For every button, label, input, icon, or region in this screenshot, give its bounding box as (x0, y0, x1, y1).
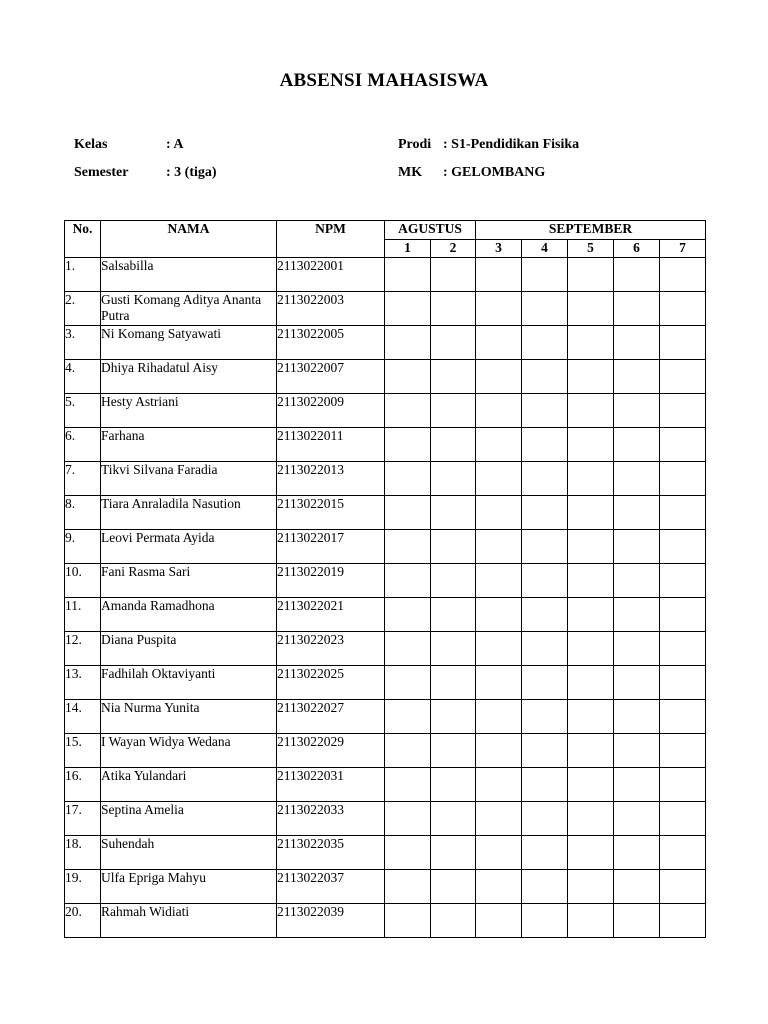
attendance-cell-day-6[interactable] (614, 462, 660, 496)
table-row (65, 462, 706, 496)
attendance-cell-day-3[interactable] (476, 292, 522, 326)
attendance-cell-day-3[interactable] (476, 496, 522, 530)
attendance-cell-day-7[interactable] (660, 258, 706, 292)
attendance-cell-day-4[interactable] (522, 394, 568, 428)
row-no: 20. (65, 904, 101, 938)
attendance-cell-day-4[interactable] (522, 802, 568, 836)
attendance-cell-day-3[interactable] (476, 258, 522, 292)
header-npm: NPM (277, 221, 385, 258)
attendance-cell-day-7[interactable] (660, 734, 706, 768)
row-npm: 2113022027 (277, 700, 385, 734)
row-nama: Fani Rasma Sari (101, 564, 277, 598)
attendance-cell-day-3[interactable] (476, 326, 522, 360)
attendance-cell-day-4[interactable] (522, 734, 568, 768)
attendance-cell-day-1[interactable] (385, 666, 431, 700)
row-npm: 2113022023 (277, 632, 385, 666)
attendance-cell-day-4[interactable] (522, 530, 568, 564)
row-nama: Dhiya Rihadatul Aisy (101, 360, 277, 394)
attendance-cell-day-2[interactable] (431, 870, 476, 904)
attendance-cell-day-6[interactable] (614, 836, 660, 870)
row-nama: Rahmah Widiati (101, 904, 277, 938)
attendance-cell-day-1[interactable] (385, 734, 431, 768)
header-month-september: SEPTEMBER (476, 221, 706, 240)
attendance-cell-day-3[interactable] (476, 700, 522, 734)
attendance-cell-day-3[interactable] (476, 802, 522, 836)
row-nama: Leovi Permata Ayida (101, 530, 277, 564)
header-nama: NAMA (101, 221, 277, 258)
table-row (65, 632, 706, 666)
attendance-cell-day-6[interactable] (614, 428, 660, 462)
attendance-cell-day-2[interactable] (431, 496, 476, 530)
row-no: 4. (65, 360, 101, 394)
attendance-cell-day-4[interactable] (522, 496, 568, 530)
attendance-cell-day-5[interactable] (568, 802, 614, 836)
attendance-table (64, 220, 706, 938)
attendance-cell-day-2[interactable] (431, 598, 476, 632)
row-nama: Hesty Astriani (101, 394, 277, 428)
row-npm: 2113022025 (277, 666, 385, 700)
attendance-cell-day-6[interactable] (614, 292, 660, 326)
attendance-cell-day-5[interactable] (568, 904, 614, 938)
attendance-cell-day-2[interactable] (431, 564, 476, 598)
row-nama: Salsabilla (101, 258, 277, 292)
header-no: No. (65, 221, 101, 258)
table-row (65, 496, 706, 530)
attendance-cell-day-4[interactable] (522, 700, 568, 734)
row-nama: Nia Nurma Yunita (101, 700, 277, 734)
attendance-cell-day-7[interactable] (660, 326, 706, 360)
attendance-cell-day-3[interactable] (476, 836, 522, 870)
attendance-cell-day-4[interactable] (522, 768, 568, 802)
row-nama: Tiara Anraladila Nasution (101, 496, 277, 530)
attendance-cell-day-3[interactable] (476, 870, 522, 904)
attendance-cell-day-2[interactable] (431, 768, 476, 802)
attendance-cell-day-2[interactable] (431, 360, 476, 394)
header-day-3: 3 (476, 240, 522, 258)
attendance-cell-day-7[interactable] (660, 666, 706, 700)
attendance-cell-day-2[interactable] (431, 802, 476, 836)
table-row (65, 530, 706, 564)
table-row (65, 394, 706, 428)
attendance-cell-day-7[interactable] (660, 496, 706, 530)
attendance-cell-day-1[interactable] (385, 360, 431, 394)
attendance-cell-day-7[interactable] (660, 360, 706, 394)
row-npm: 2113022015 (277, 496, 385, 530)
attendance-cell-day-7[interactable] (660, 564, 706, 598)
row-nama: Fadhilah Oktaviyanti (101, 666, 277, 700)
attendance-cell-day-2[interactable] (431, 292, 476, 326)
attendance-cell-day-3[interactable] (476, 530, 522, 564)
attendance-cell-day-4[interactable] (522, 598, 568, 632)
attendance-cell-day-3[interactable] (476, 394, 522, 428)
semester-value: : 3 (tiga) (166, 165, 217, 180)
attendance-cell-day-4[interactable] (522, 360, 568, 394)
row-nama: Amanda Ramadhona (101, 598, 277, 632)
attendance-cell-day-4[interactable] (522, 836, 568, 870)
attendance-cell-day-2[interactable] (431, 258, 476, 292)
attendance-cell-day-2[interactable] (431, 428, 476, 462)
table-row (65, 700, 706, 734)
table-row (65, 292, 706, 326)
header-month-agustus: AGUSTUS (385, 221, 476, 240)
attendance-cell-day-5[interactable] (568, 564, 614, 598)
row-no: 8. (65, 496, 101, 530)
row-npm: 2113022009 (277, 394, 385, 428)
attendance-cell-day-5[interactable] (568, 734, 614, 768)
prodi-label: Prodi (398, 137, 432, 152)
row-npm: 2113022007 (277, 360, 385, 394)
attendance-cell-day-1[interactable] (385, 564, 431, 598)
attendance-cell-day-4[interactable] (522, 258, 568, 292)
row-nama: Septina Amelia (101, 802, 277, 836)
row-no: 14. (65, 700, 101, 734)
row-nama: Ni Komang Satyawati (101, 326, 277, 360)
row-npm: 2113022035 (277, 836, 385, 870)
attendance-cell-day-1[interactable] (385, 428, 431, 462)
attendance-cell-day-5[interactable] (568, 462, 614, 496)
row-npm: 2113022001 (277, 258, 385, 292)
kelas-label: Kelas (74, 137, 108, 152)
table-row (65, 904, 706, 938)
attendance-cell-day-5[interactable] (568, 360, 614, 394)
attendance-cell-day-6[interactable] (614, 632, 660, 666)
attendance-cell-day-2[interactable] (431, 394, 476, 428)
row-npm: 2113022019 (277, 564, 385, 598)
attendance-cell-day-5[interactable] (568, 598, 614, 632)
attendance-cell-day-2[interactable] (431, 326, 476, 360)
attendance-cell-day-1[interactable] (385, 904, 431, 938)
attendance-cell-day-7[interactable] (660, 462, 706, 496)
row-npm: 2113022005 (277, 326, 385, 360)
attendance-cell-day-5[interactable] (568, 496, 614, 530)
row-no: 5. (65, 394, 101, 428)
header-day-7: 7 (660, 240, 706, 258)
attendance-cell-day-2[interactable] (431, 666, 476, 700)
attendance-cell-day-3[interactable] (476, 768, 522, 802)
table-row (65, 666, 706, 700)
attendance-cell-day-2[interactable] (431, 462, 476, 496)
attendance-cell-day-5[interactable] (568, 394, 614, 428)
header-day-6: 6 (614, 240, 660, 258)
row-no: 7. (65, 462, 101, 496)
attendance-cell-day-3[interactable] (476, 428, 522, 462)
attendance-cell-day-3[interactable] (476, 632, 522, 666)
table-row (65, 360, 706, 394)
attendance-cell-day-4[interactable] (522, 462, 568, 496)
attendance-cell-day-4[interactable] (522, 326, 568, 360)
attendance-cell-day-7[interactable] (660, 700, 706, 734)
attendance-cell-day-2[interactable] (431, 836, 476, 870)
attendance-cell-day-1[interactable] (385, 496, 431, 530)
attendance-cell-day-4[interactable] (522, 632, 568, 666)
attendance-cell-day-6[interactable] (614, 530, 660, 564)
attendance-cell-day-1[interactable] (385, 394, 431, 428)
attendance-cell-day-7[interactable] (660, 530, 706, 564)
attendance-cell-day-7[interactable] (660, 802, 706, 836)
attendance-cell-day-5[interactable] (568, 292, 614, 326)
row-nama: Ulfa Epriga Mahyu (101, 870, 277, 904)
mk-value: : GELOMBANG (443, 165, 546, 180)
attendance-cell-day-3[interactable] (476, 666, 522, 700)
attendance-cell-day-1[interactable] (385, 632, 431, 666)
attendance-cell-day-6[interactable] (614, 598, 660, 632)
table-row (65, 836, 706, 870)
attendance-cell-day-3[interactable] (476, 360, 522, 394)
attendance-cell-day-5[interactable] (568, 836, 614, 870)
header-day-5: 5 (568, 240, 614, 258)
attendance-cell-day-1[interactable] (385, 258, 431, 292)
attendance-cell-day-1[interactable] (385, 530, 431, 564)
attendance-cell-day-5[interactable] (568, 870, 614, 904)
attendance-cell-day-7[interactable] (660, 292, 706, 326)
prodi-info (398, 137, 698, 157)
attendance-cell-day-3[interactable] (476, 904, 522, 938)
attendance-cell-day-5[interactable] (568, 530, 614, 564)
attendance-cell-day-1[interactable] (385, 326, 431, 360)
attendance-cell-day-1[interactable] (385, 598, 431, 632)
row-no: 9. (65, 530, 101, 564)
attendance-cell-day-6[interactable] (614, 904, 660, 938)
table-row (65, 258, 706, 292)
attendance-cell-day-4[interactable] (522, 564, 568, 598)
attendance-cell-day-4[interactable] (522, 666, 568, 700)
attendance-cell-day-7[interactable] (660, 768, 706, 802)
row-nama: Suhendah (101, 836, 277, 870)
row-nama: Diana Puspita (101, 632, 277, 666)
attendance-cell-day-2[interactable] (431, 734, 476, 768)
row-npm: 2113022037 (277, 870, 385, 904)
semester-label: Semester (74, 165, 129, 180)
row-npm: 2113022029 (277, 734, 385, 768)
attendance-cell-day-5[interactable] (568, 326, 614, 360)
attendance-cell-day-7[interactable] (660, 394, 706, 428)
attendance-cell-day-2[interactable] (431, 700, 476, 734)
row-npm: 2113022033 (277, 802, 385, 836)
row-no: 19. (65, 870, 101, 904)
attendance-cell-day-1[interactable] (385, 870, 431, 904)
row-no: 6. (65, 428, 101, 462)
attendance-cell-day-6[interactable] (614, 360, 660, 394)
attendance-cell-day-6[interactable] (614, 734, 660, 768)
table-row (65, 768, 706, 802)
attendance-cell-day-6[interactable] (614, 802, 660, 836)
row-npm: 2113022021 (277, 598, 385, 632)
attendance-cell-day-1[interactable] (385, 700, 431, 734)
attendance-cell-day-7[interactable] (660, 836, 706, 870)
mk-info (398, 165, 698, 185)
attendance-cell-day-6[interactable] (614, 258, 660, 292)
attendance-cell-day-7[interactable] (660, 870, 706, 904)
row-npm: 2113022003 (277, 292, 385, 326)
row-no: 18. (65, 836, 101, 870)
attendance-cell-day-1[interactable] (385, 836, 431, 870)
page-title: ABSENSI MAHASISWA (279, 70, 489, 91)
attendance-cell-day-5[interactable] (568, 632, 614, 666)
semester-info (74, 165, 374, 185)
row-nama: Farhana (101, 428, 277, 462)
table-row (65, 326, 706, 360)
row-no: 13. (65, 666, 101, 700)
prodi-value: : S1-Pendidikan Fisika (443, 137, 580, 152)
row-no: 16. (65, 768, 101, 802)
attendance-cell-day-3[interactable] (476, 598, 522, 632)
attendance-cell-day-6[interactable] (614, 564, 660, 598)
attendance-cell-day-2[interactable] (431, 632, 476, 666)
attendance-cell-day-3[interactable] (476, 734, 522, 768)
header-day-4: 4 (522, 240, 568, 258)
attendance-cell-day-4[interactable] (522, 870, 568, 904)
header-day-2: 2 (431, 240, 476, 258)
row-npm: 2113022039 (277, 904, 385, 938)
attendance-cell-day-5[interactable] (568, 258, 614, 292)
attendance-cell-day-7[interactable] (660, 428, 706, 462)
row-npm: 2113022011 (277, 428, 385, 462)
header-day-1: 1 (385, 240, 431, 258)
kelas-value: : A (166, 137, 184, 152)
attendance-cell-day-4[interactable] (522, 428, 568, 462)
row-npm: 2113022031 (277, 768, 385, 802)
table-row (65, 870, 706, 904)
table-row (65, 734, 706, 768)
attendance-cell-day-6[interactable] (614, 496, 660, 530)
row-nama: Tikvi Silvana Faradia (101, 462, 277, 496)
attendance-cell-day-4[interactable] (522, 292, 568, 326)
row-no: 1. (65, 258, 101, 292)
kelas-info (74, 137, 374, 157)
row-no: 12. (65, 632, 101, 666)
table-row (65, 802, 706, 836)
row-no: 11. (65, 598, 101, 632)
row-no: 10. (65, 564, 101, 598)
attendance-cell-day-5[interactable] (568, 768, 614, 802)
table-row (65, 428, 706, 462)
attendance-cell-day-6[interactable] (614, 700, 660, 734)
row-no: 17. (65, 802, 101, 836)
row-npm: 2113022017 (277, 530, 385, 564)
attendance-cell-day-6[interactable] (614, 666, 660, 700)
attendance-cell-day-2[interactable] (431, 530, 476, 564)
row-nama: Gusti Komang Aditya Ananta Putra (101, 292, 277, 326)
attendance-cell-day-3[interactable] (476, 564, 522, 598)
attendance-cell-day-7[interactable] (660, 904, 706, 938)
attendance-cell-day-1[interactable] (385, 768, 431, 802)
attendance-cell-day-5[interactable] (568, 666, 614, 700)
table-row (65, 598, 706, 632)
attendance-cell-day-6[interactable] (614, 326, 660, 360)
attendance-cell-day-6[interactable] (614, 394, 660, 428)
mk-label: MK (398, 165, 423, 180)
attendance-cell-day-6[interactable] (614, 768, 660, 802)
attendance-cell-day-5[interactable] (568, 428, 614, 462)
table-row (65, 564, 706, 598)
row-npm: 2113022013 (277, 462, 385, 496)
row-no: 3. (65, 326, 101, 360)
row-nama: Atika Yulandari (101, 768, 277, 802)
attendance-cell-day-1[interactable] (385, 802, 431, 836)
row-no: 2. (65, 292, 101, 326)
attendance-cell-day-7[interactable] (660, 632, 706, 666)
attendance-cell-day-2[interactable] (431, 904, 476, 938)
attendance-cell-day-1[interactable] (385, 292, 431, 326)
attendance-cell-day-7[interactable] (660, 598, 706, 632)
attendance-cell-day-5[interactable] (568, 700, 614, 734)
attendance-cell-day-4[interactable] (522, 904, 568, 938)
attendance-cell-day-6[interactable] (614, 870, 660, 904)
attendance-cell-day-3[interactable] (476, 462, 522, 496)
row-nama: I Wayan Widya Wedana (101, 734, 277, 768)
row-no: 15. (65, 734, 101, 768)
attendance-cell-day-1[interactable] (385, 462, 431, 496)
